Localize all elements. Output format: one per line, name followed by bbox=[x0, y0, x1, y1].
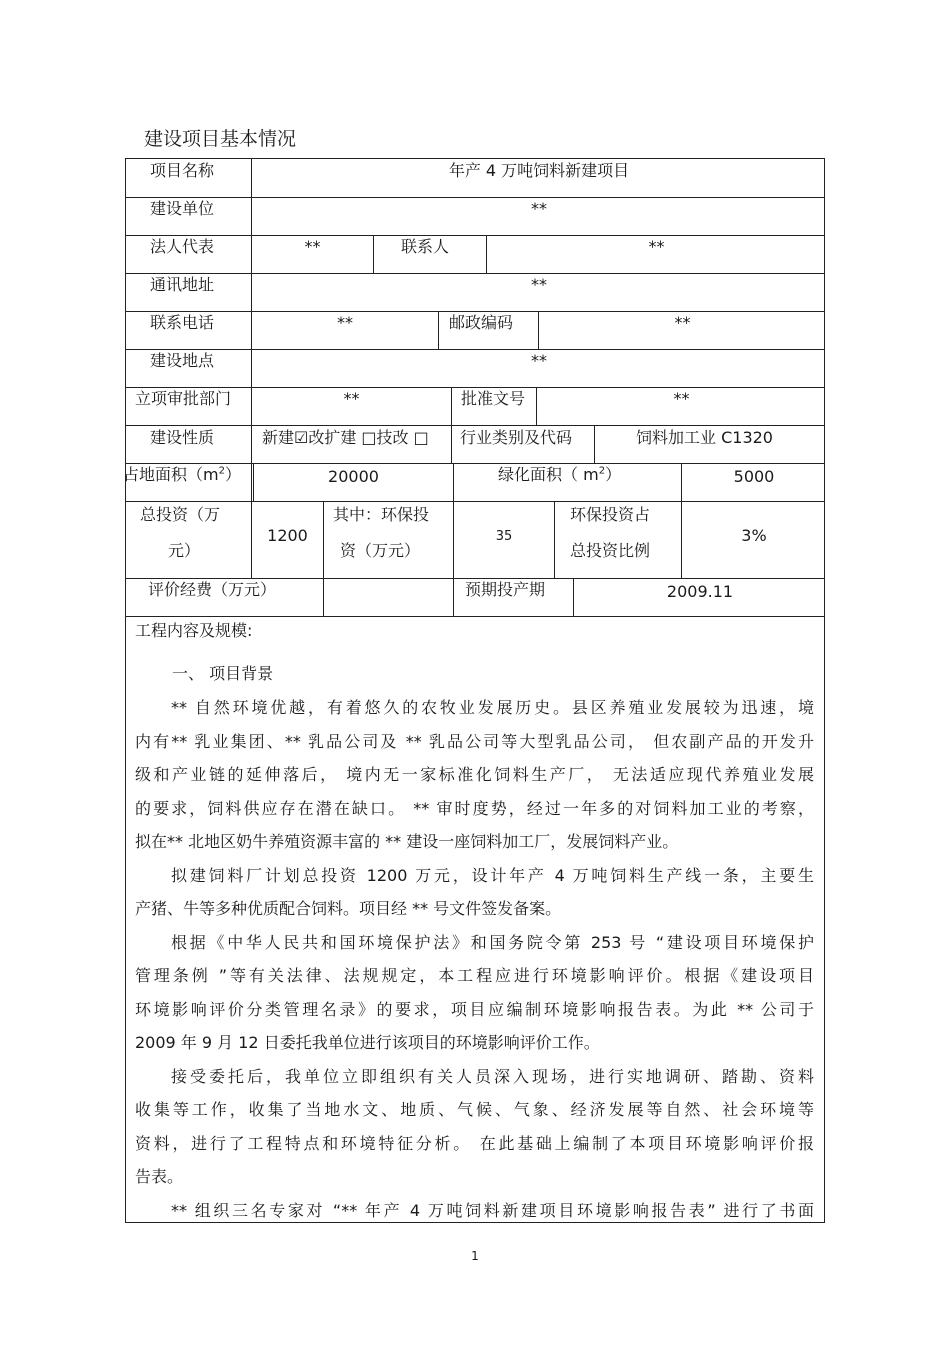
col-divider bbox=[373, 235, 374, 273]
value-area: 20000 bbox=[328, 467, 379, 486]
body-line: 级和产业链的延伸落后， 境内无一家标准化饲料生产厂， 无法适应现代养殖业发展 bbox=[135, 765, 814, 784]
value-legal-rep: ** bbox=[304, 237, 321, 256]
label-nature: 建设性质 bbox=[150, 428, 215, 447]
col-divider bbox=[323, 501, 324, 616]
label-env-ratio-2: 总投资比例 bbox=[570, 541, 651, 560]
row-divider bbox=[126, 387, 824, 388]
content-heading: 工程内容及规模: bbox=[135, 621, 253, 640]
label-period: 预期投产期 bbox=[465, 580, 546, 599]
label-approval-dept: 立项审批部门 bbox=[135, 389, 232, 408]
row-divider bbox=[126, 425, 824, 426]
label-fee: 评价经费（万元） bbox=[148, 580, 277, 599]
value-site: ** bbox=[531, 351, 547, 370]
body-line: 资料，进行了工程特点和环境特征分析。 在此基础上编制了本项目环境影响评价报 bbox=[135, 1133, 814, 1153]
label-industry: 行业类别及代码 bbox=[460, 428, 573, 447]
value-env-investment: 35 bbox=[495, 529, 513, 544]
label-area: 占地面积$(m^2)$ bbox=[123, 465, 241, 484]
col-divider bbox=[594, 425, 595, 463]
row-divider bbox=[126, 616, 824, 617]
row-divider bbox=[126, 311, 824, 312]
row-divider bbox=[126, 235, 824, 236]
row-divider bbox=[126, 273, 824, 274]
body-line: 的要求，饲料供应存在潜在缺口。 ** 审时度势，经过一年多的对饲料加工业的考察， bbox=[135, 798, 814, 818]
section-title: 一、 项目背景 bbox=[172, 664, 274, 683]
value-nature: 新建☑改扩建 □技改 □ bbox=[262, 428, 429, 447]
value-phone: ** bbox=[337, 313, 353, 332]
label-postal: 邮政编码 bbox=[449, 313, 514, 332]
project-info-table bbox=[125, 158, 825, 1223]
label-site: 建设地点 bbox=[150, 351, 215, 370]
label-investment: 总投资（万 bbox=[140, 505, 221, 524]
value-builder: ** bbox=[531, 199, 547, 218]
body-line: 收集等工作，收集了当地水文、地质、气候、气象、经济发展等自然、社会环境等 bbox=[135, 1100, 814, 1119]
value-green-area: 5000 bbox=[733, 467, 775, 486]
col-divider bbox=[451, 387, 452, 463]
label-green-area: 绿化面积（ $m^2$） bbox=[498, 465, 622, 484]
body-line: 环境影响评价分类管理名录》的要求，项目应编制环境影响报告表。为此 ** 公司于 bbox=[135, 999, 814, 1019]
body-line: ** 自然环境优越，有着悠久的农牧业发展历史。县区养殖业发展较为迅速，境 bbox=[171, 698, 814, 717]
body-line: 产猪、牛等多种优质配合饲料。项目经 ** 号文件签发备案。 bbox=[135, 899, 562, 918]
row-divider bbox=[126, 349, 824, 350]
label-env-investment: 其中：环保投 bbox=[333, 505, 430, 524]
row-divider bbox=[126, 463, 824, 464]
col-divider bbox=[453, 463, 454, 501]
value-address: ** bbox=[531, 275, 547, 294]
row-divider bbox=[126, 501, 824, 502]
value-approval-dept: ** bbox=[343, 389, 360, 408]
value-project-name: 年产 4 万吨饲料新建项目 bbox=[448, 161, 630, 180]
label-env-investment-unit: 资（万元） bbox=[340, 541, 421, 560]
body-text bbox=[135, 691, 814, 1227]
body-line: 内有** 乳业集团、** 乳品公司及 ** 乳品公司等大型乳品公司， 但农副产品的开发升 bbox=[135, 731, 814, 751]
value-contact: ** bbox=[648, 237, 665, 256]
col-divider bbox=[554, 501, 555, 578]
body-line: 拟建饲料厂计划总投资 1200 万元，设计年产 4 万吨饲料生产线一条，主要生 bbox=[171, 865, 814, 885]
label-project-name: 项目名称 bbox=[150, 161, 215, 180]
page-heading: 建设项目基本情况 bbox=[144, 128, 297, 150]
label-builder: 建设单位 bbox=[150, 199, 215, 218]
value-env-ratio: 3% bbox=[741, 526, 767, 545]
label-env-ratio: 环保投资占 bbox=[570, 505, 651, 524]
page-number: 1 bbox=[471, 1249, 479, 1263]
col-divider bbox=[438, 311, 439, 349]
value-period: 2009.11 bbox=[666, 582, 734, 601]
label-approval-doc: 批准文号 bbox=[461, 389, 526, 408]
value-approval-doc: ** bbox=[673, 389, 690, 408]
body-line: 拟在** 北地区奶牛养殖资源丰富的 ** 建设一座饲料加工厂，发展饲料产业。 bbox=[135, 832, 679, 851]
body-line: 告表。 bbox=[135, 1167, 184, 1186]
body-line: 接受委托后，我单位立即组织有关人员深入现场，进行实地调研、踏勘、资料 bbox=[171, 1066, 814, 1086]
col-divider bbox=[453, 578, 454, 616]
label-address: 通讯地址 bbox=[150, 275, 215, 294]
body-line: 根据《中华人民共和国环境保护法》和国务院令第 253 号 “建设项目环境保护 bbox=[171, 932, 814, 952]
label-legal-rep: 法人代表 bbox=[150, 237, 215, 256]
body-line: 2009 年 9 月 12 日委托我单位进行该项目的环境影响评价工作。 bbox=[135, 1033, 600, 1052]
body-line: 管理条例 ”等有关法律、法规规定，本工程应进行环境影响评价。根据《建设项目 bbox=[135, 966, 814, 985]
row-divider bbox=[126, 578, 824, 579]
label-investment-unit: 元） bbox=[168, 541, 201, 560]
label-contact: 联系人 bbox=[401, 237, 450, 256]
value-postal: ** bbox=[674, 313, 691, 332]
value-investment: 1200 bbox=[267, 526, 308, 545]
row-divider bbox=[126, 197, 824, 198]
value-industry: 饲料加工业 C1320 bbox=[636, 428, 773, 447]
body-line: ** 组织三名专家对 “** 年产 4 万吨饲料新建项目环境影响报告表” 进行了书面 bbox=[171, 1200, 814, 1220]
label-phone: 联系电话 bbox=[150, 313, 215, 332]
